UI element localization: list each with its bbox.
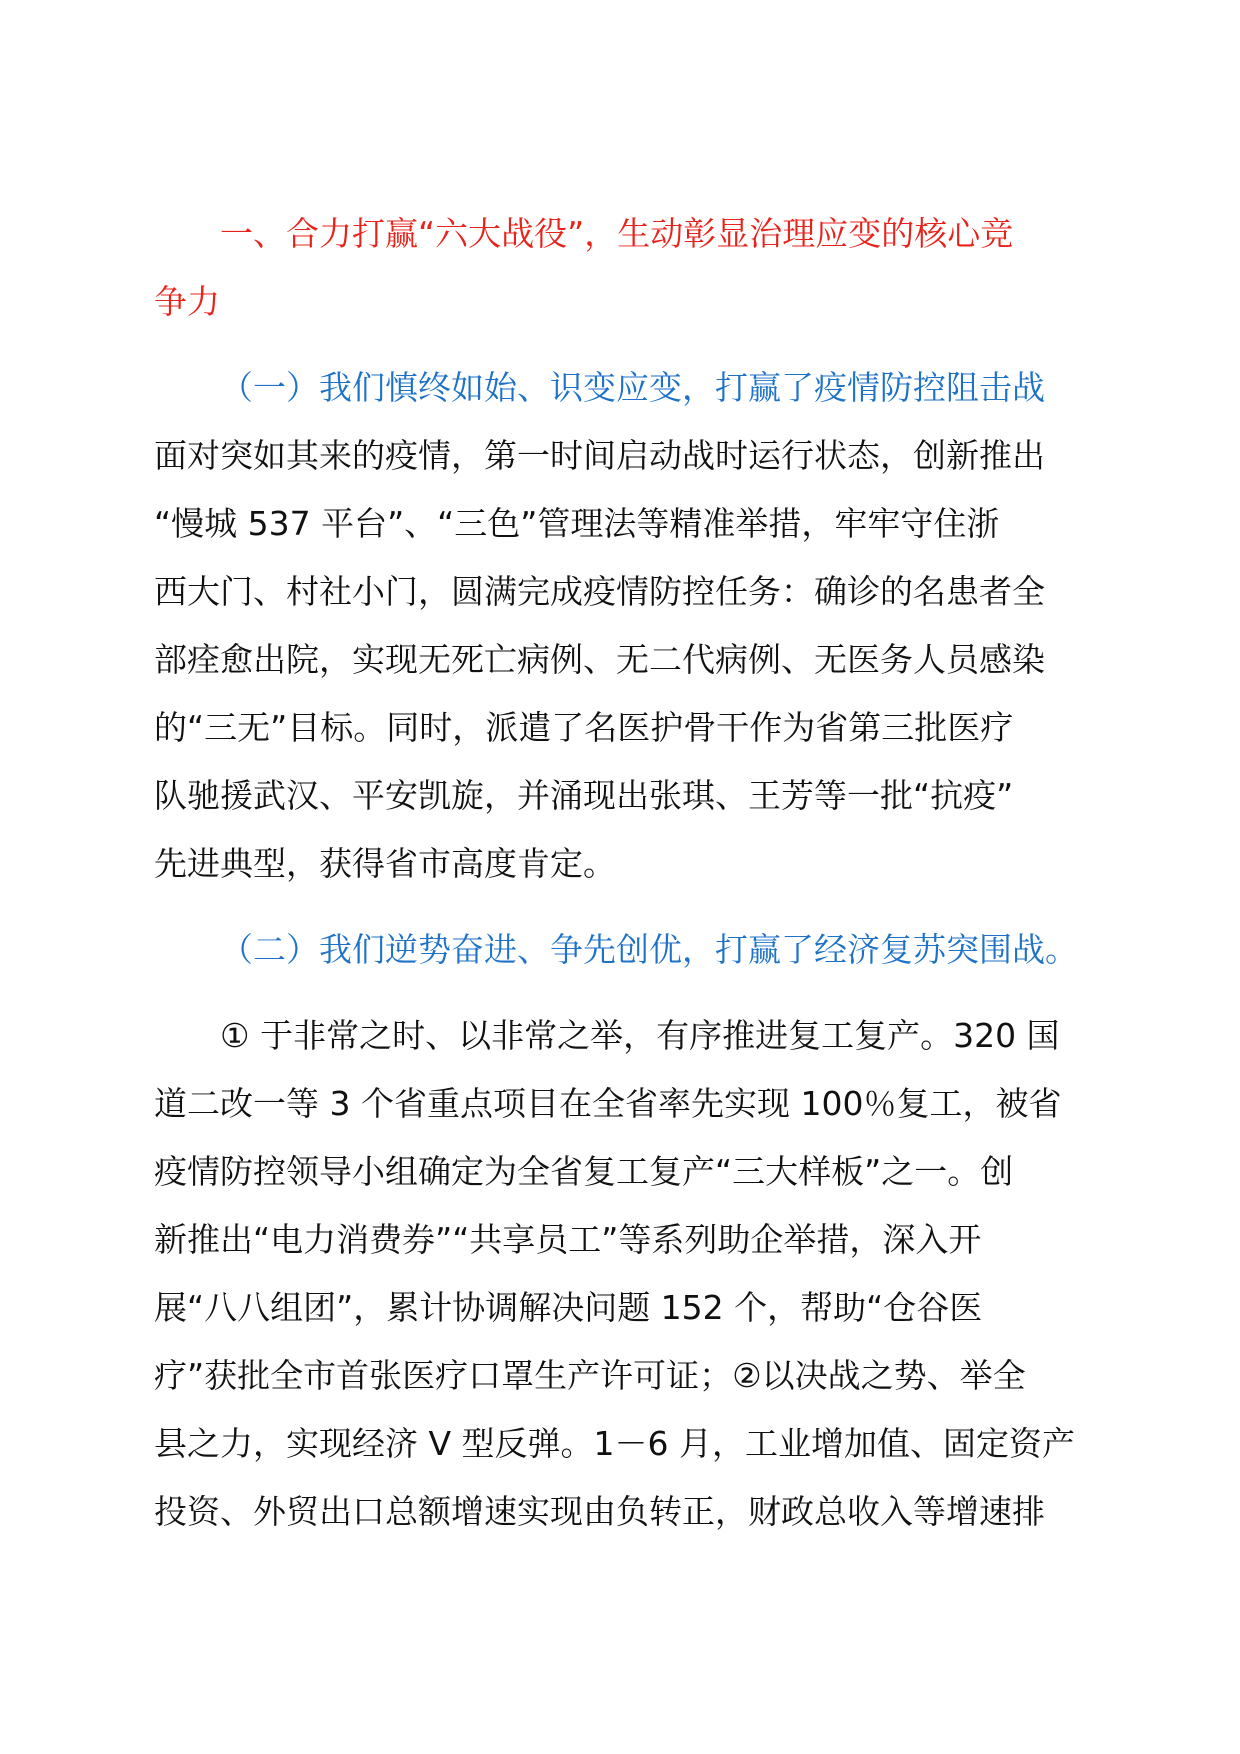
paragraph-line: 部痊愈出院，实现无死亡病例、无二代病例、无医务人员感染: [154, 640, 1045, 679]
document-body: [154, 200, 1088, 1546]
heading-1-line-2: 争力: [154, 282, 220, 321]
paragraph-line: ① 于非常之时、以非常之举，有序推进复工复产。320 国: [220, 1016, 1060, 1055]
paragraph-line: 新推出“电力消费券”“共享员工”等系列助企举措，深入开: [154, 1220, 982, 1259]
paragraph-line: 疫情防控领导小组确定为全省复工复产“三大样板”之一。创: [154, 1152, 1014, 1191]
paragraph-line: 道二改一等 3 个省重点项目在全省率先实现 100％复工，被省: [154, 1084, 1062, 1123]
paragraph-line: 面对突如其来的疫情，第一时间启动战时运行状态，创新推出: [154, 436, 1045, 475]
heading-1-line-1: 一、合力打赢“六大战役”，生动彰显治理应变的核心竞: [220, 214, 1014, 253]
paragraph-line: 的“三无”目标。同时，派遣了名医护骨干作为省第三批医疗: [154, 708, 1014, 747]
paragraph-line: 投资、外贸出口总额增速实现由负转正，财政总收入等增速排: [154, 1492, 1045, 1531]
paragraph-line: 队驰援武汉、平安凯旋，并涌现出张琪、王芳等一批“抗疫”: [154, 776, 1014, 815]
paragraph-line: 先进典型，获得省市高度肯定。: [154, 844, 616, 883]
paragraph-line: 县之力，实现经济 V 型反弹。1－6 月，工业增加值、固定资产: [154, 1424, 1076, 1463]
paragraph-line: 西大门、村社小门，圆满完成疫情防控任务：确诊的名患者全: [154, 572, 1045, 611]
section-1-title: （一）我们慎终如始、识变应变，打赢了疫情防控阻击战: [220, 368, 1045, 407]
section-2-title: （二）我们逆势奋进、争先创优，打赢了经济复苏突围战。: [220, 930, 1078, 969]
paragraph-line: “慢城 537 平台”、“三色”管理法等精准举措，牢牢守住浙: [154, 504, 1000, 543]
paragraph-line: 疗”获批全市首张医疗口罩生产许可证；②以决战之势、举全: [154, 1356, 1026, 1395]
paragraph-line: 展“八八组团”，累计协调解决问题 152 个，帮助“仓谷医: [154, 1288, 983, 1327]
